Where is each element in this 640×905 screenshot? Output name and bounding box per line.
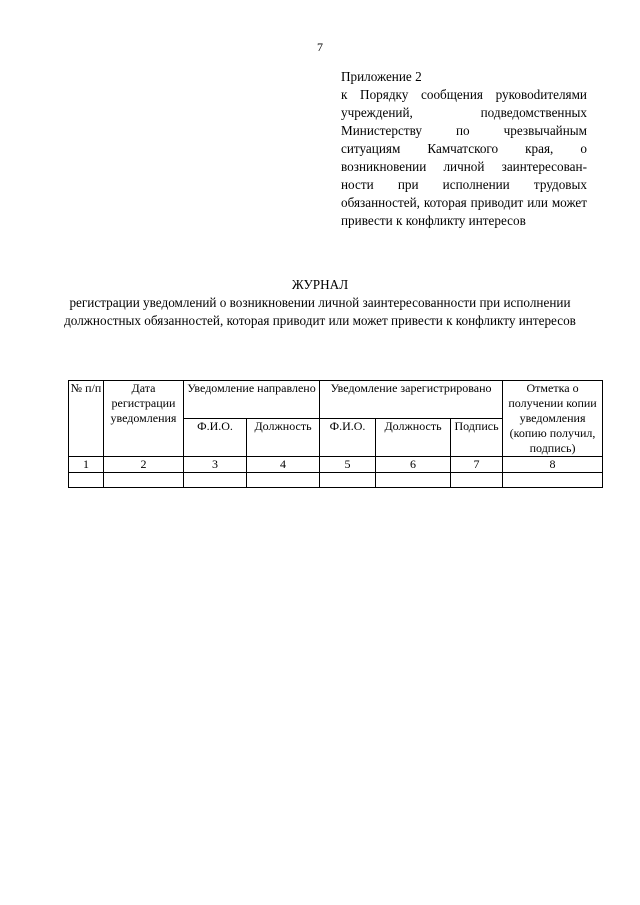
column-number: 3 xyxy=(184,457,247,473)
journal-subtitle: регистрации уведомлений о возникновении личной заинтересованности при исполнении должностных обязанностей, которая приводит или может привести к конфликту интересов xyxy=(64,295,576,328)
column-number: 6 xyxy=(376,457,451,473)
column-number: 4 xyxy=(247,457,320,473)
appendix-note xyxy=(341,68,587,230)
column-number-row xyxy=(69,457,603,473)
subheader-registered-position: Должность xyxy=(376,419,451,457)
column-number: 7 xyxy=(451,457,503,473)
column-number: 2 xyxy=(104,457,184,473)
subheader-sent-fio: Ф.И.О. xyxy=(184,419,247,457)
empty-cell xyxy=(104,473,184,488)
journal-table xyxy=(68,380,603,488)
empty-cell xyxy=(184,473,247,488)
empty-cell xyxy=(376,473,451,488)
empty-cell xyxy=(320,473,376,488)
journal-title: ЖУРНАЛ xyxy=(291,277,349,292)
header-registration-date: Дата регистрации уведомления xyxy=(104,381,184,457)
empty-cell xyxy=(69,473,104,488)
subheader-registered-fio: Ф.И.О. xyxy=(320,419,376,457)
table-header-row xyxy=(69,381,603,419)
empty-cell xyxy=(451,473,503,488)
table-row xyxy=(69,473,603,488)
appendix-heading: Приложение 2 xyxy=(341,69,422,84)
page-number: 7 xyxy=(317,40,323,54)
column-number: 5 xyxy=(320,457,376,473)
header-copy-receipt-mark: Отметка о получении копии уведомления (копию получил, подпись) xyxy=(503,381,603,457)
appendix-text: к Порядку сообщения руковоdителями учреждений, подведомственных Министерству по чрезвычайным ситуациям Камчатского края, о возникновении личной заинтересованности при исполнении трудовых обязанностей, которая приводит или может привести к конфликту интересов xyxy=(341,87,587,228)
column-number: 8 xyxy=(503,457,603,473)
header-number: № п/п xyxy=(69,381,104,457)
subheader-sent-position: Должность xyxy=(247,419,320,457)
column-number: 1 xyxy=(69,457,104,473)
journal-title-block xyxy=(60,276,580,330)
header-notification-registered: Уведомление зарегистрировано xyxy=(320,381,503,419)
subheader-signature: Подпись xyxy=(451,419,503,457)
empty-cell xyxy=(503,473,603,488)
header-notification-sent: Уведомление направлено xyxy=(184,381,320,419)
empty-cell xyxy=(247,473,320,488)
